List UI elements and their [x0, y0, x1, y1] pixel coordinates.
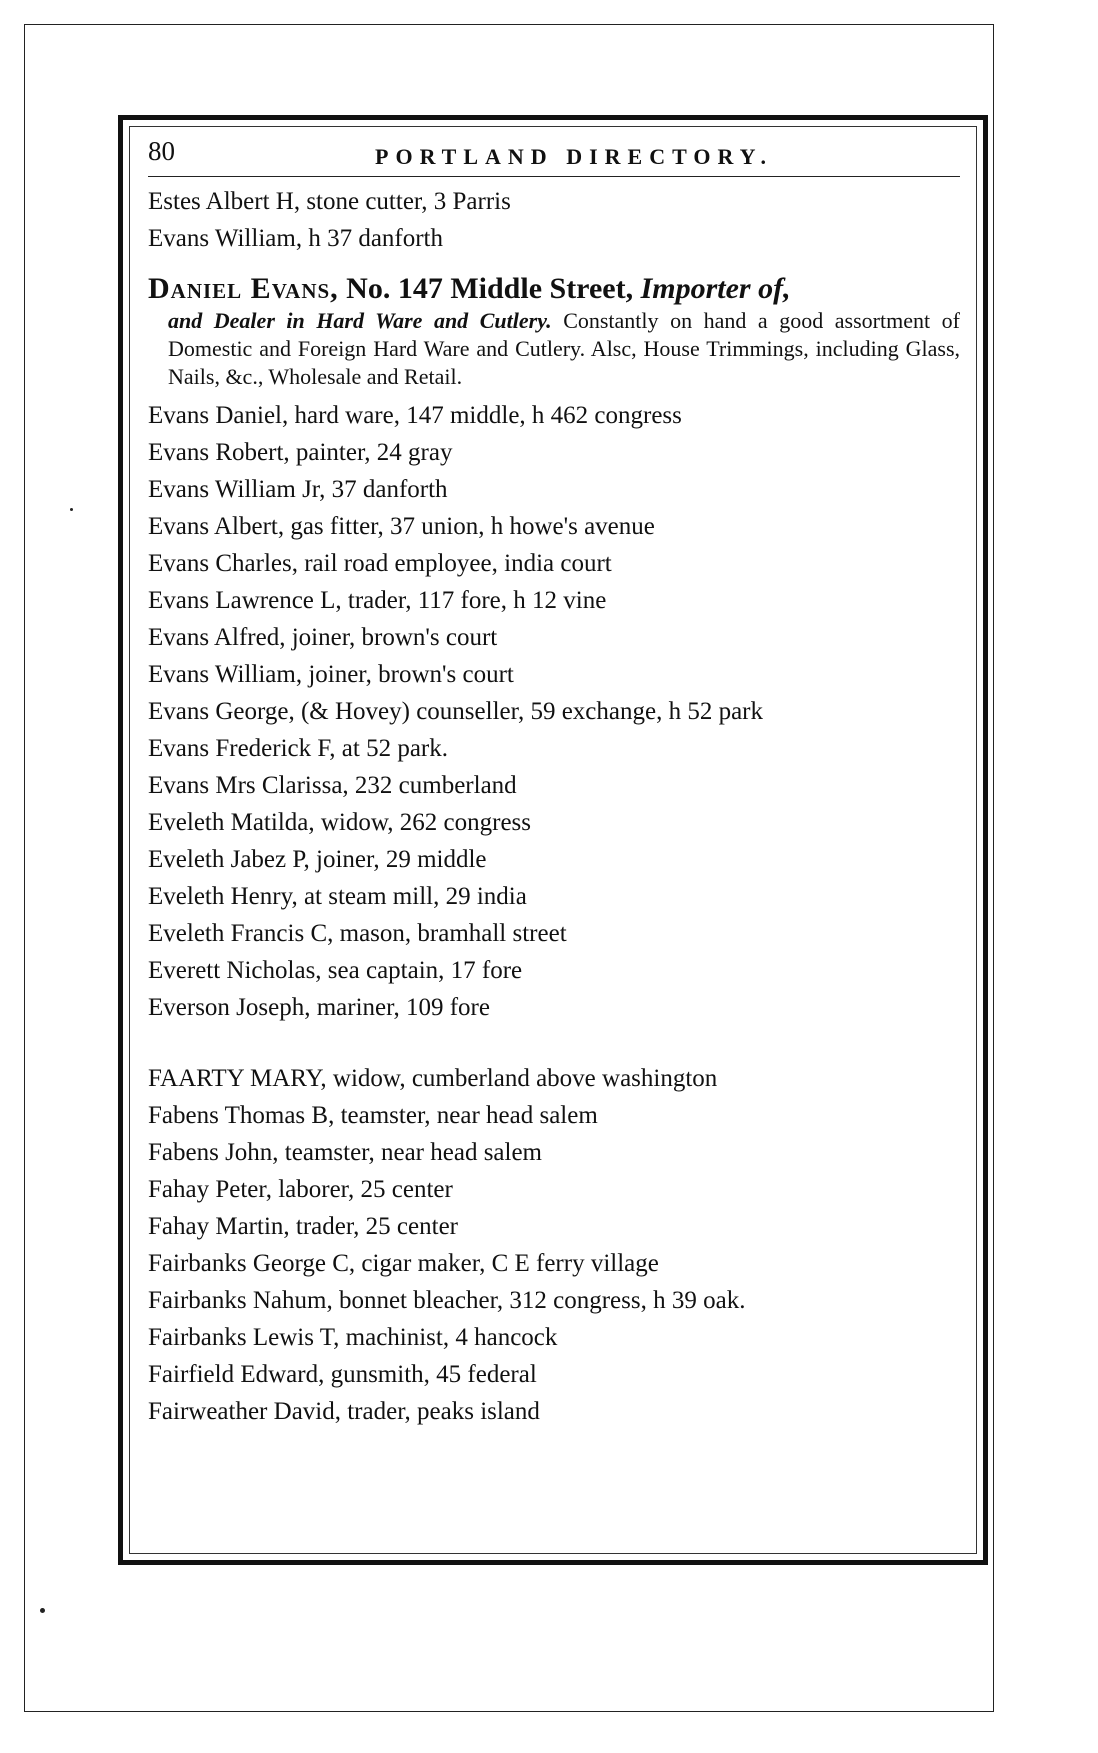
directory-entry: Fairbanks George C, cigar maker, C E ferry village — [148, 1250, 659, 1277]
directory-entry: Eveleth Francis C, mason, bramhall street — [148, 920, 567, 947]
entries-bottom — [148, 1060, 960, 1430]
directory-entry: Eveleth Matilda, widow, 262 congress — [148, 809, 532, 836]
directory-entry: Evans Frederick F, at 52 park. — [148, 735, 448, 762]
advert-trade: Importer of, — [640, 272, 791, 305]
directory-entry: Evans George, (& Hovey) counseller, 59 exchange, h 52 park — [148, 698, 764, 725]
directory-entry: Evans Alfred, joiner, brown's court — [148, 624, 498, 651]
advert-body-text: Constantly on hand a good assortment of Domestic and Foreign Hard Ware and Cutlery. Alsc, House Trimmings, including Glass, Nails, &c., Wholesale and Retail. — [168, 308, 960, 389]
advertisement — [148, 271, 960, 391]
directory-entry: Evans William Jr, 37 danforth — [148, 476, 448, 503]
directory-entry: Evans Albert, gas fitter, 37 union, h howe's avenue — [148, 513, 655, 540]
directory-entry: Fabens John, teamster, near head salem — [148, 1139, 543, 1166]
directory-entry: Fahay Martin, trader, 25 center — [148, 1213, 458, 1240]
directory-entry: Evans Mrs Clarissa, 232 cumberland — [148, 772, 517, 799]
advert-body-italic: and Dealer in Hard Ware and Cutlery. — [168, 308, 552, 333]
entries-middle — [148, 397, 960, 1026]
directory-entry: Fahay Peter, laborer, 25 center — [148, 1176, 453, 1203]
directory-entry: Everett Nicholas, sea captain, 17 fore — [148, 957, 523, 984]
directory-entry: Fairbanks Lewis T, machinist, 4 hancock — [148, 1324, 558, 1351]
advert-name: Daniel Evans, — [148, 272, 339, 305]
running-title: PORTLAND DIRECTORY. — [375, 144, 773, 169]
directory-entry: Evans Daniel, hard ware, 147 middle, h 462 congress — [148, 402, 682, 429]
directory-entry: Evans Robert, painter, 24 gray — [148, 439, 453, 466]
page-content — [148, 130, 960, 1430]
directory-entry: Fairweather David, trader, peaks island — [148, 1398, 540, 1425]
directory-entry: Evans William, joiner, brown's court — [148, 661, 514, 688]
advert-body — [148, 307, 960, 391]
directory-entry: Everson Joseph, mariner, 109 fore — [148, 994, 490, 1021]
advert-heading — [148, 271, 960, 307]
directory-entry: Estes Albert H, stone cutter, 3 Parris — [148, 188, 511, 215]
directory-entry: Fairfield Edward, gunsmith, 45 federal — [148, 1361, 537, 1388]
page-header — [148, 130, 960, 177]
directory-entry: Eveleth Henry, at steam mill, 29 india — [148, 883, 527, 910]
scan-speck — [70, 508, 73, 511]
directory-entry: Evans William, h 37 danforth — [148, 225, 444, 252]
advert-address: No. 147 Middle Street, — [338, 272, 641, 305]
directory-entry: Fairbanks Nahum, bonnet bleacher, 312 congress, h 39 oak. — [148, 1287, 746, 1314]
page-number: 80 — [148, 136, 175, 166]
directory-entry: Eveleth Jabez P, joiner, 29 middle — [148, 846, 487, 873]
scan-speck — [40, 1608, 45, 1613]
directory-entry: Evans Lawrence L, trader, 117 fore, h 12 vine — [148, 587, 607, 614]
directory-entry: FAARTY MARY, widow, cumberland above washington — [148, 1065, 718, 1092]
directory-entry: Evans Charles, rail road employee, india court — [148, 550, 612, 577]
entries-top — [148, 183, 960, 257]
directory-entry: Fabens Thomas B, teamster, near head salem — [148, 1102, 598, 1129]
